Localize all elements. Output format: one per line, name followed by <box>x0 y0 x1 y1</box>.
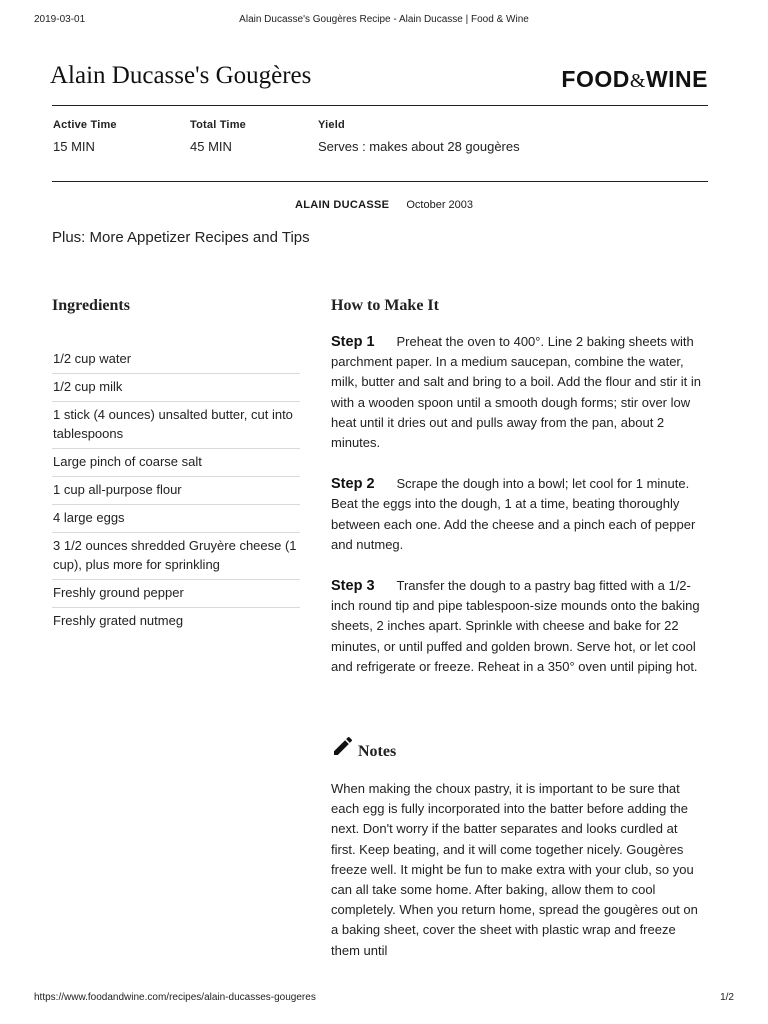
step-3 <box>331 576 703 677</box>
logo-ampersand: & <box>629 70 646 92</box>
pencil-icon <box>331 734 355 763</box>
ingredient-item: 1 cup all-purpose flour <box>52 477 300 505</box>
meta-active-time <box>53 119 117 154</box>
logo-text-food: FOOD <box>561 66 630 92</box>
byline <box>0 199 768 211</box>
meta-value: 45 MIN <box>190 139 232 154</box>
meta-label: Total Time <box>190 119 246 131</box>
divider-meta <box>52 181 708 182</box>
publish-date: October 2003 <box>406 199 474 211</box>
step-label: Step 1 <box>331 334 375 350</box>
meta-yield <box>318 119 520 154</box>
ingredient-item: 1/2 cup milk <box>52 374 300 402</box>
step-1 <box>331 332 703 453</box>
logo-text-wine: WINE <box>645 66 708 92</box>
step-text: Scrape the dough into a bowl; let cool for 1 minute. Beat the eggs into the dough, 1 at a time, beating thoroughly between each one. Add the cheese and a pinch each of pepper and nutmeg. <box>331 476 696 552</box>
divider-top <box>52 105 708 106</box>
meta-label: Yield <box>318 119 345 131</box>
step-text: Transfer the dough to a pastry bag fitted with a 1/2-inch round tip and pipe tablespoon-size mounds onto the baking sheets, 2 inches apart. Sprinkle with cheese and bake for 22 minutes, or until puffed and golden brown. Serve hot, or let cool and refrigerate or freeze. Reheat in a 350° oven until piping hot. <box>331 578 700 674</box>
steps-list <box>331 332 703 698</box>
ingredient-item: 1/2 cup water <box>52 346 300 374</box>
page-url: https://www.foodandwine.com/recipes/alain-ducasses-gougeres <box>34 992 316 1003</box>
ingredient-item: Large pinch of coarse salt <box>52 449 300 477</box>
ingredient-item: 3 1/2 ounces shredded Gruyère cheese (1 cup), plus more for sprinkling <box>52 533 300 580</box>
recipe-title: Alain Ducasse's Gougères <box>50 62 312 89</box>
author-link[interactable]: ALAIN DUCASSE <box>294 199 390 211</box>
ingredients-heading: Ingredients <box>52 297 130 314</box>
step-label: Step 3 <box>331 578 375 595</box>
ingredient-item: 4 large eggs <box>52 505 300 533</box>
ingredient-item: Freshly ground pepper <box>52 580 300 608</box>
ingredient-item: 1 stick (4 ounces) unsalted butter, cut into tablespoons <box>52 402 300 449</box>
notes-heading: Notes <box>358 743 397 760</box>
step-2 <box>331 474 703 555</box>
meta-label: Active Time <box>53 119 117 131</box>
print-footer <box>34 992 734 1006</box>
meta-value: 15 MIN <box>53 139 95 154</box>
print-date: 2019-03-01 <box>34 14 86 25</box>
meta-value: Serves : makes about 28 gougères <box>318 139 520 154</box>
instructions-heading: How to Make It <box>331 297 439 314</box>
ingredients-list <box>52 346 300 635</box>
page-number: 1/2 <box>720 992 734 1003</box>
print-header <box>34 14 734 30</box>
meta-total-time <box>190 119 246 154</box>
ingredient-item: Freshly grated nutmeg <box>53 613 184 628</box>
print-page-title: Alain Ducasse's Gougères Recipe - Alain Ducasse | Food & Wine <box>239 14 529 25</box>
step-text: Preheat the oven to 400°. Line 2 baking sheets with parchment paper. In a medium saucepan, combine the water, milk, butter and salt and bring to a boil. Add the flour and stir it in with a wooden spoon until a smooth dough forms; stir over low heat until it dries out and pulls away from the pan, about 2 minutes. <box>331 334 701 451</box>
related-recipes-link[interactable]: Plus: More Appetizer Recipes and Tips <box>52 229 310 246</box>
step-label: Step 2 <box>331 476 375 493</box>
food-and-wine-logo[interactable] <box>561 66 708 93</box>
notes-text: When making the choux pastry, it is important to be sure that each egg is fully incorporated into the batter before adding the next. Don't worry if the batter separates and looks curdled at first. Keep beating, and it will come together nicely. Gougères freeze well. It might be fun to make extra with your club, so you can all take some home. After baking, allow them to cool completely. When you return home, spread the gougères out on a baking sheet, cover the sheet with plastic wrap and freeze them until <box>331 781 698 958</box>
